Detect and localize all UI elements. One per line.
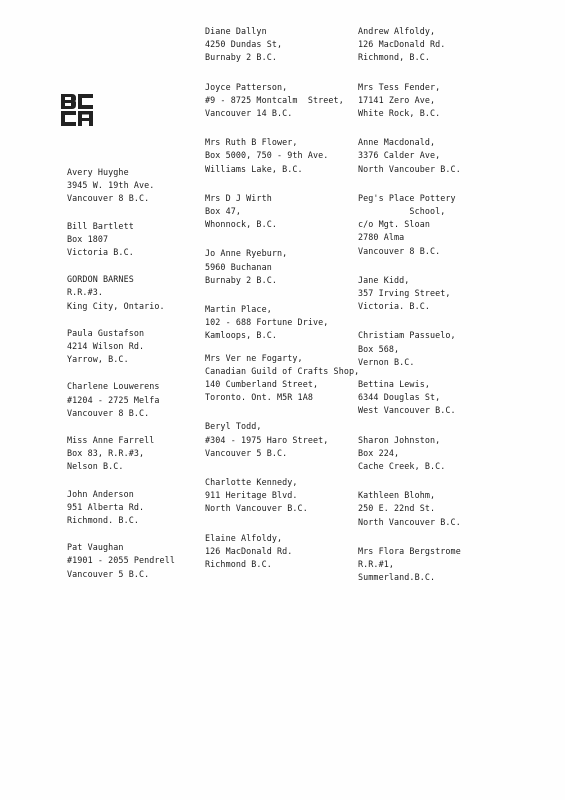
- entry-name: Mrs Ver ne Fogarty,: [205, 352, 303, 363]
- address-entry: [358, 329, 528, 369]
- entry-name: Kathleen Blohm,: [358, 490, 436, 501]
- address-column-2: [205, 25, 365, 571]
- entry-address-line: Williams Lake, B.C.: [205, 163, 303, 174]
- entry-address-line: Box 568,: [358, 343, 400, 354]
- entry-address-line: 911 Heritage Blvd.: [205, 490, 298, 501]
- address-entry: [358, 274, 528, 314]
- entry-address-line: 126 MacDonald Rd.: [358, 39, 446, 50]
- entry-name: Joyce Patterson,: [205, 81, 288, 92]
- entry-name: Avery Huyghe: [67, 167, 129, 177]
- entry-name: Bill Bartlett: [67, 220, 134, 231]
- entry-address-line: Summerland.B.C.: [358, 572, 436, 583]
- entry-name: Peg's Place Pottery: [358, 192, 456, 203]
- entry-address-line: Box 83, R.R.#3,: [67, 448, 145, 459]
- entry-address-line: Burnaby 2 B.C.: [205, 52, 277, 63]
- entry-address-line: 102 - 688 Fortune Drive,: [205, 317, 329, 328]
- entry-address-line: 2780 Alma: [358, 232, 405, 243]
- entry-name: Anne Macdonald,: [358, 137, 436, 148]
- entry-address-line: Vancouver 8 B.C.: [67, 193, 150, 204]
- entry-address-line: #304 - 1975 Haro Street,: [205, 434, 329, 445]
- address-entry: [205, 532, 365, 572]
- address-entry: [358, 434, 528, 474]
- address-entry: [205, 352, 365, 405]
- entry-address-line: Vancouver 8 B.C.: [67, 407, 150, 418]
- entry-name: Jo Anne Ryeburn,: [205, 248, 288, 259]
- entry-address-line: Box 5000, 750 - 9th Ave.: [205, 150, 329, 161]
- entry-address-line: 357 Irving Street,: [358, 288, 451, 299]
- entry-address-line: R.R.#3.: [67, 287, 103, 298]
- address-entry: [205, 81, 365, 121]
- address-entry: [358, 81, 528, 121]
- entry-address-line: Vancouver 5 B.C.: [205, 447, 288, 458]
- entry-name: Martin Place,: [205, 304, 272, 315]
- entry-address-line: 951 Alberta Rd.: [67, 501, 145, 512]
- address-entry: [358, 378, 528, 418]
- entry-address-line: Box 224,: [358, 447, 400, 458]
- entry-address-line: Burnaby 2 B.C.: [205, 274, 277, 285]
- entry-name: Elaine Alfoldy,: [205, 532, 283, 543]
- entry-name: Christiam Passuelo,: [358, 330, 456, 341]
- entry-address-line: 4214 Wilson Rd.: [67, 341, 145, 352]
- entry-name: Miss Anne Farrell: [67, 435, 155, 446]
- entry-address-line: #9 - 8725 Montcalm Street,: [205, 94, 344, 105]
- address-entry: [205, 420, 365, 460]
- address-column-3: [358, 25, 528, 585]
- entry-address-line: Vancouver 8 B.C.: [358, 245, 441, 256]
- entry-address-line: R.R.#1,: [358, 559, 394, 570]
- entry-address-line: Richmond. B.C.: [67, 515, 139, 526]
- entry-name: Mrs Tess Fender,: [358, 81, 441, 92]
- address-entry: [358, 25, 528, 65]
- entry-address-line: 6344 Douglas St,: [358, 392, 441, 403]
- entry-name: Mrs Ruth B Flower,: [205, 137, 298, 148]
- entry-address-line: Yarrow, B.C.: [67, 354, 129, 365]
- entry-address-line: Richmond B.C.: [205, 559, 272, 570]
- entry-address-line: Box 1807: [67, 233, 109, 244]
- address-entry: [205, 247, 365, 287]
- entry-address-line: Toronto. Ont. M5R 1A8: [205, 392, 313, 403]
- address-entry: [67, 380, 202, 420]
- entry-address-line: 140 Cumberland Street,: [205, 379, 319, 390]
- entry-address-line: 3376 Calder Ave,: [358, 150, 441, 161]
- entry-address-line: School,: [358, 206, 446, 217]
- address-entry: [67, 541, 202, 581]
- address-entry: [358, 136, 528, 176]
- address-entry: [205, 192, 365, 232]
- entry-name: GORDON BARNES: [67, 274, 134, 285]
- entry-address-line: Canadian Guild of Crafts Shop,: [205, 365, 360, 376]
- entry-address-line: 3945 W. 19th Ave.: [67, 180, 155, 191]
- address-column-1: [67, 166, 202, 581]
- address-entry: [358, 192, 528, 258]
- address-entry: [67, 166, 202, 206]
- entry-address-line: 250 E. 22nd St.: [358, 503, 436, 514]
- entry-address-line: North Vancouber B.C.: [358, 163, 461, 174]
- entry-address-line: 5960 Buchanan: [205, 261, 272, 272]
- address-entry: [205, 136, 365, 176]
- address-entry: [205, 303, 365, 343]
- entry-address-line: North Vancouver B.C.: [358, 516, 461, 527]
- entry-address-line: Victoria B.C.: [67, 247, 134, 258]
- address-entry: [67, 273, 202, 313]
- entry-name: Charlene Louwerens: [67, 381, 160, 392]
- entry-address-line: Whonnock, B.C.: [205, 219, 277, 230]
- entry-name: John Anderson: [67, 488, 134, 499]
- address-entry: [205, 476, 365, 516]
- entry-address-line: 126 MacDonald Rd.: [205, 545, 293, 556]
- entry-name: Diane Dallyn: [205, 26, 267, 36]
- entry-name: Jane Kidd,: [358, 274, 410, 285]
- entry-address-line: Vancouver 5 B.C.: [67, 568, 150, 579]
- entry-address-line: #1901 - 2055 Pendrell: [67, 555, 175, 566]
- entry-name: Beryl Todd,: [205, 421, 262, 432]
- entry-name: Pat Vaughan: [67, 542, 124, 553]
- entry-name: Mrs Flora Bergstrome: [358, 545, 461, 556]
- address-entry: [67, 434, 202, 474]
- entry-name: Mrs D J Wirth: [205, 192, 272, 203]
- entry-address-line: Richmond, B.C.: [358, 52, 430, 63]
- entry-name: Andrew Alfoldy,: [358, 26, 436, 36]
- entry-address-line: Vancouver 14 B.C.: [205, 108, 293, 119]
- address-entry: [67, 220, 202, 260]
- address-entry: [358, 545, 528, 585]
- entry-address-line: c/o Mgt. Sloan: [358, 219, 430, 230]
- entry-name: Paula Gustafson: [67, 327, 145, 338]
- entry-address-line: North Vancouver B.C.: [205, 503, 308, 514]
- address-entry: [67, 488, 202, 528]
- entry-address-line: 4250 Dundas St,: [205, 39, 283, 50]
- entry-address-line: Box 47,: [205, 206, 241, 217]
- entry-address-line: West Vancouver B.C.: [358, 405, 456, 416]
- entry-address-line: 17141 Zero Ave,: [358, 94, 436, 105]
- bcca-logo: [60, 93, 94, 127]
- entry-address-line: Nelson B.C.: [67, 461, 124, 472]
- entry-name: Charlotte Kennedy,: [205, 477, 298, 488]
- address-entry: [67, 327, 202, 367]
- entry-address-line: Cache Creek, B.C.: [358, 461, 446, 472]
- entry-address-line: Vernon B.C.: [358, 356, 415, 367]
- entry-address-line: #1204 - 2725 Melfa: [67, 394, 160, 405]
- address-entry: [205, 25, 365, 65]
- entry-name: Sharon Johnston,: [358, 434, 441, 445]
- entry-address-line: Victoria. B.C.: [358, 301, 430, 312]
- entry-address-line: King City, Ontario.: [67, 300, 165, 311]
- entry-address-line: Kamloops, B.C.: [205, 330, 277, 341]
- entry-address-line: White Rock, B.C.: [358, 108, 441, 119]
- address-entry: [358, 489, 528, 529]
- entry-name: Bettina Lewis,: [358, 379, 430, 390]
